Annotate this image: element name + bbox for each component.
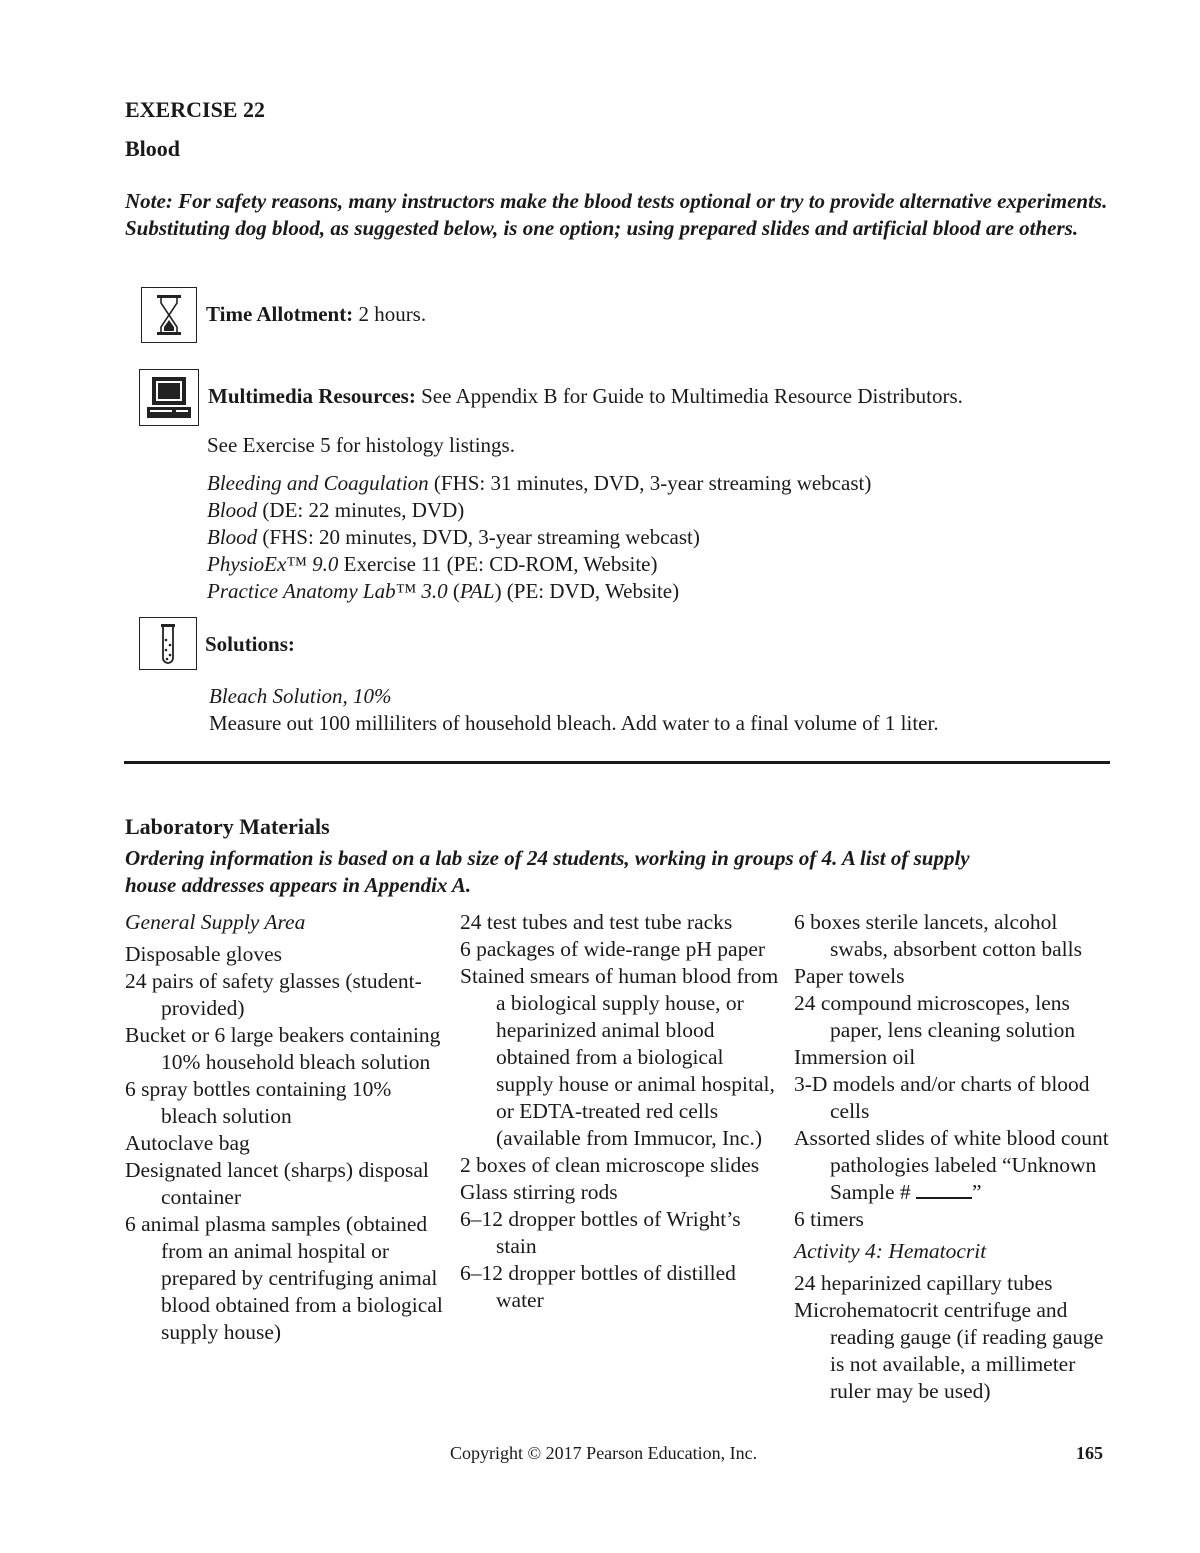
bleach-solution-title: Bleach Solution, 10% <box>209 684 392 708</box>
copyright: Copyright © 2017 Pearson Education, Inc. <box>450 1443 758 1463</box>
media-list <box>207 470 871 605</box>
list-item <box>794 1125 1114 1206</box>
media-item <box>207 470 871 497</box>
unknown-sample-text: Assorted slides of white blood count pathologies labeled “Unknown Sample # <box>794 1126 1109 1204</box>
time-allotment <box>206 301 426 328</box>
list-item: Glass stirring rods <box>460 1180 618 1204</box>
general-supply-heading: General Supply Area <box>125 910 306 934</box>
list-item: 6 animal plasma samples (obtained from an animal hospital or prepared by centrifuging animal blood obtained from a biological supply house) <box>125 1212 443 1344</box>
hourglass-icon <box>141 287 197 343</box>
media-title: Blood <box>207 525 258 549</box>
bleach-solution-text: Measure out 100 milliliters of household bleach. Add water to a final volume of 1 liter. <box>209 711 939 735</box>
list-item: Paper towels <box>794 964 905 988</box>
list-item: 24 heparinized capillary tubes <box>794 1271 1053 1295</box>
media-abbr: PAL <box>459 579 495 603</box>
list-item: 24 pairs of safety glasses (student-provided) <box>125 969 422 1020</box>
media-item <box>207 551 871 578</box>
media-title: Blood <box>207 498 258 522</box>
list-item: 6 boxes sterile lancets, alcohol swabs, absorbent cotton balls <box>794 910 1082 961</box>
histology-reference: See Exercise 5 for histology listings. <box>207 433 515 457</box>
multimedia-resources <box>208 383 963 410</box>
multimedia-label: Multimedia Resources: <box>208 384 416 408</box>
blank-line <box>916 1181 972 1199</box>
list-item: 3-D models and/or charts of blood cells <box>794 1072 1090 1123</box>
list-item: Microhematocrit centrifuge and reading gauge (if reading gauge is not available, a millimeter ruler may be used) <box>794 1298 1104 1403</box>
list-item: 6 timers <box>794 1207 864 1231</box>
media-details: (FHS: 31 minutes, DVD, 3-year streaming webcast) <box>433 471 872 495</box>
safety-note: Note: For safety reasons, many instructors make the blood tests optional or try to provide alternative experiments. Substituting dog blood, as suggested below, is one option; using prepared slides and artificial blood are others. <box>125 189 1108 240</box>
media-details: ) (PE: DVD, Website) <box>494 579 680 603</box>
media-item <box>207 497 871 524</box>
media-paren-open: ( <box>452 579 460 603</box>
list-item: 24 compound microscopes, lens paper, lens cleaning solution <box>794 991 1076 1042</box>
list-item: Autoclave bag <box>125 1131 250 1155</box>
test-tube-icon <box>139 617 197 670</box>
lab-materials-heading: Laboratory Materials <box>125 814 330 839</box>
media-item <box>207 578 871 605</box>
list-item: Disposable gloves <box>125 942 283 966</box>
time-allotment-value: 2 hours. <box>358 302 427 326</box>
list-item: 24 test tubes and test tube racks <box>460 910 733 934</box>
media-details: (FHS: 20 minutes, DVD, 3-year streaming webcast) <box>262 525 700 549</box>
list-item: 6–12 dropper bottles of distilled water <box>460 1261 736 1312</box>
ordering-note: Ordering information is based on a lab size of 24 students, working in groups of 4. A list of supply house addresses appears in Appendix A. <box>125 846 970 897</box>
media-title: PhysioEx™ 9.0 <box>207 552 339 576</box>
computer-icon <box>139 369 199 426</box>
media-item <box>207 524 871 551</box>
media-details: (DE: 22 minutes, DVD) <box>262 498 465 522</box>
exercise-number: EXERCISE 22 <box>125 97 265 122</box>
page-title: Blood <box>125 136 181 161</box>
media-title: Bleeding and Coagulation <box>207 471 429 495</box>
materials-column-1 <box>125 909 445 1346</box>
time-allotment-label: Time Allotment: <box>206 302 354 326</box>
list-item: 2 boxes of clean microscope slides <box>460 1153 760 1177</box>
materials-column-3 <box>794 909 1114 1405</box>
solutions-heading: Solutions: <box>205 632 295 656</box>
media-details: Exercise 11 (PE: CD-ROM, Website) <box>343 552 658 576</box>
closing-quote: ” <box>972 1180 982 1204</box>
list-item: Bucket or 6 large beakers containing 10% household bleach solution <box>125 1023 441 1074</box>
page-number: 165 <box>1076 1443 1103 1463</box>
list-item: 6 packages of wide-range pH paper <box>460 937 766 961</box>
list-item: Immersion oil <box>794 1045 916 1069</box>
list-item: Designated lancet (sharps) disposal container <box>125 1158 429 1209</box>
section-divider <box>124 761 1110 764</box>
multimedia-text: See Appendix B for Guide to Multimedia Resource Distributors. <box>421 384 963 408</box>
media-title: Practice Anatomy Lab™ 3.0 <box>207 579 448 603</box>
list-item: Stained smears of human blood from a biological supply house, or heparinized animal blood obtained from a biological supply house or animal hospital, or EDTA-treated red cells (available from Immucor, Inc.) <box>460 964 779 1150</box>
activity-4-heading: Activity 4: Hematocrit <box>794 1239 987 1263</box>
list-item: 6–12 dropper bottles of Wright’s stain <box>460 1207 741 1258</box>
list-item: 6 spray bottles containing 10% bleach solution <box>125 1077 392 1128</box>
materials-column-2 <box>460 909 785 1314</box>
